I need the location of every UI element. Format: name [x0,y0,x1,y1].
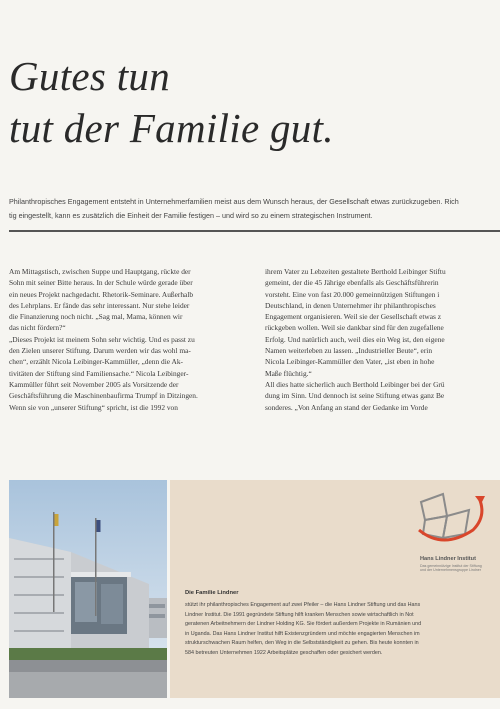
text-line: Erfolg. Und natürlich auch, weil dies ein Weg ist, den eigene [265,334,445,344]
text-line: Maße flüchtig.“ [265,368,312,378]
text-line: Am Mittagstisch, zwischen Suppe und Hauptgang, rückte der [9,267,191,276]
text-line: des Lehrplans. Er fände das sehr interessant. Nur stehe leider [9,300,190,310]
text-line: Sohn mit seiner Bitte heraus. In der Schule würde gerade über [9,278,193,288]
headline-line-1: Gutes tun [9,53,170,99]
hans-lindner-institut-logo-icon [413,490,493,550]
headline [9,50,489,154]
text-line: Geschäftsführung die Maschinenbaufirma Trumpf in Ditzingen. [9,391,198,401]
body-column-2 [265,266,500,413]
text-line: Engagement organisieren. Weil sie der Gesellschaft etwas z [265,312,442,322]
caption-text [185,601,500,658]
building-illustration [9,480,167,698]
text-line: ein neues Projekt nachgedacht. Rhetorik-Seminare. Außerhalb [9,289,194,299]
text-line: rückgeben wollen. Weil sie dankbar sind für den zugefallene [265,323,444,333]
lead-line-1: Philanthropisches Engagement entsteht in Unternehmerfamilien meist aus dem Wunsch heraus, der Gesellschaft etwas zurückzugeben. Rich [9,197,459,206]
section-divider [9,230,500,232]
text-line: ihrem Vater zu Lebzeiten gestaltete Berthold Leibinger Stiftu [265,267,446,276]
text-line: Kammüller führt seit November 2005 als Vorsitzende der [9,379,179,389]
caption-line: geratenen Arbeitnehmern der Lindner Holding KG. Sie fördert außerdem Projekte in Rumänien und [185,621,422,627]
caption-line: strukturschwachen Raum helfen, den Weg in die Selbstständigkeit zu gehen. Bis heute konnten in [185,640,419,646]
building-photo [9,480,167,698]
caption-line: Lindner Institut. Die 1991 gegründete Stiftung hilft kranken Menschen sowie wirtschaftlich in Not [185,611,414,618]
text-line: „Dieses Projekt ist meinem Sohn sehr wichtig. Und es passt zu [9,334,195,344]
logo-name: Hans Lindner Institut [420,556,476,562]
logo-subtitle-line: und der Unternehmensgruppe Lindner [420,568,481,573]
info-box [170,480,500,698]
text-line: gemeint, der die 45 Jährige ebenfalls als Geschäftsführerin [265,278,439,288]
text-line: vorsteht. Eine von fast 20.000 gemeinnützigen Stiftungen i [265,289,440,299]
text-line: Deutschland, in denen Unternehmer ihr philanthropisches [265,300,436,310]
text-line: Wenn sie von „unserer Stiftung“ spricht, ist die 1992 von [9,402,178,412]
body-column-1 [9,266,259,413]
lead-line-2: tig eingestellt, kann es zusätzlich die Einheit der Familie festigen – und wird so zu einem strategischen Instrument. [9,211,373,220]
text-line: tivitäten der Stiftung sind Familiensache.“ Nicola Leibinger- [9,368,189,378]
lead-paragraph [9,195,500,223]
caption-line: stützt ihr philanthropisches Engagement auf zwei Pfeiler – die Hans Lindner Stiftung und das Hans [185,602,421,608]
text-line: das nicht fördern?“ [9,323,66,333]
text-line: All dies hatte sicherlich auch Berthold Leibinger bei der Grü [265,379,445,389]
headline-line-2: tut der Familie gut. [9,105,334,151]
logo-subtitle-line: Das gemeinnützige Institut der Stiftung [420,564,482,568]
logo-subtitle [420,564,500,573]
text-line: chen“, erzählt Nicola Leibinger-Kammüller, „denn die Ak- [9,357,183,367]
text-line: sonderes. „Von Anfang an stand der Gedanke im Vorde [265,402,428,412]
text-line: dung im Sinn. Und dennoch ist seine Stiftung etwas ganz Be [265,391,445,401]
caption-title: Die Familie Lindner [185,590,239,596]
text-line: Nicola Leibinger-Kammüller den Vater, „ist eben in hohe [265,357,435,367]
caption-line: 584 betreuten Unternehmen 1922 Arbeitsplätze geschaffen oder gesichert werden. [185,649,383,656]
text-line: den Zielen unserer Stiftung. Darum werden wir das wohl ma- [9,346,191,356]
text-line: die Finanzierung noch nicht. „Sag mal, Mama, können wir [9,312,183,322]
text-line: Namen weiterleben zu lassen. „Industrieller Beute“, erin [265,346,433,356]
caption-line: in Uganda. Das Hans Lindner Institut hilft Existenzgründern und möchte engagierten Menschen im [185,630,420,637]
